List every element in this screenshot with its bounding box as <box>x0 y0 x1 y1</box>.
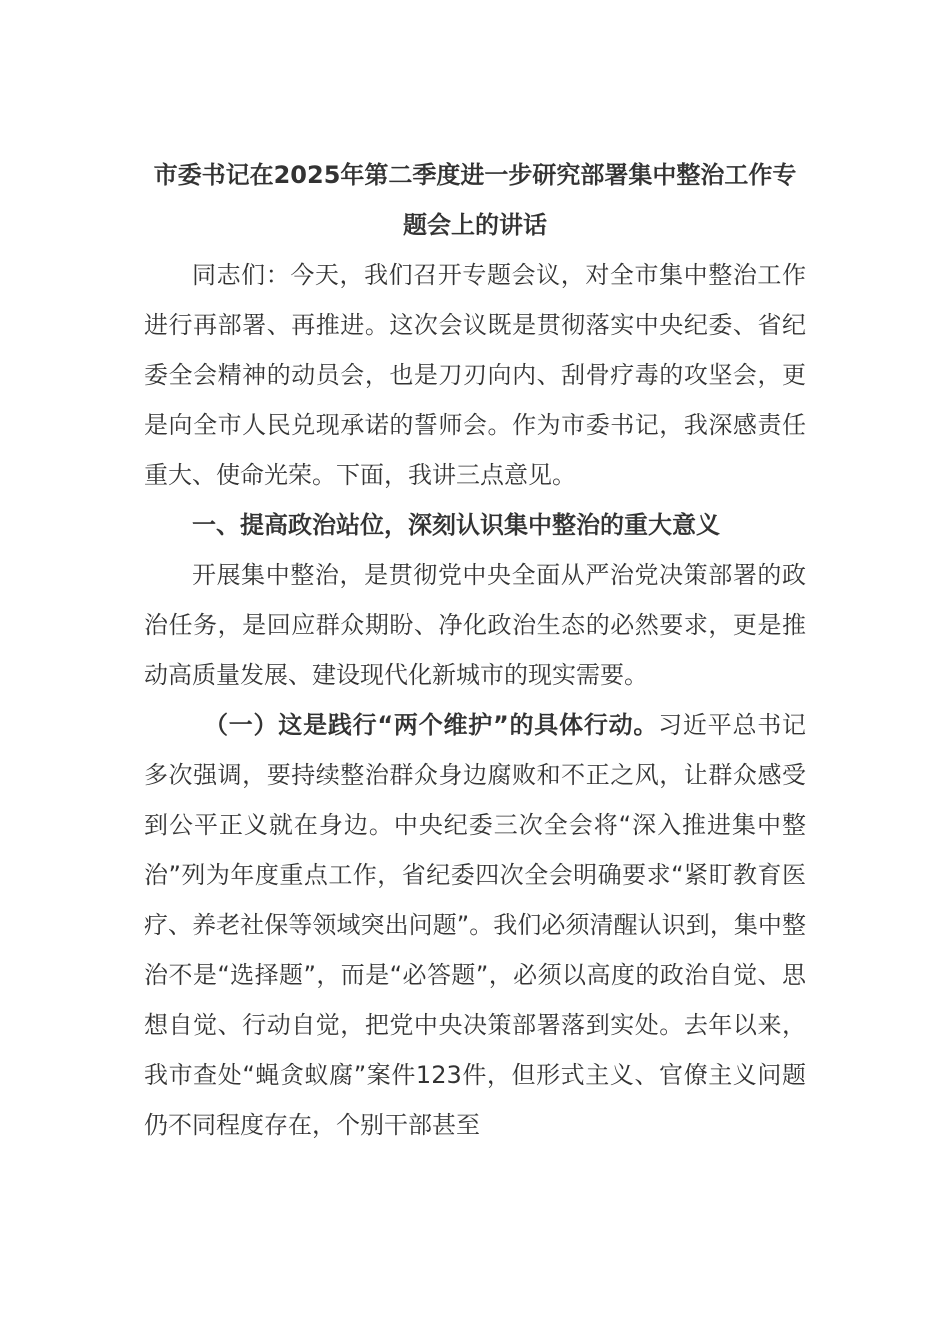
section-1-heading: 一、提高政治站位，深刻认识集中整治的重大意义 <box>192 511 720 539</box>
section-1-intro-paragraph: 开展集中整治，是贯彻党中央全面从严治党决策部署的政治任务，是回应群众期盼、净化政治生态的必然要求，更是推动高质量发展、建设现代化新城市的现实需要。 <box>144 561 806 689</box>
document-body <box>144 150 806 1150</box>
point-1-paragraph <box>144 700 806 1150</box>
point-1-body: 习近平总书记多次强调，要持续整治群众身边腐败和不正之风，让群众感受到公平正义就在身边。中央纪委三次全会将“深入推进集中整治”列为年度重点工作，省纪委四次全会明确要求“紧盯教育医疗、养老社保等领域突出问题”。我们必须清醒认识到，集中整治不是“选择题”，而是“必答题”，必须以高度的政治自觉、思想自觉、行动自觉，把党中央决策部署落到实处。去年以来，我市查处“蝇贪蚁腐”案件123件，但形式主义、官僚主义问题仍不同程度存在，个别干部甚至 <box>144 711 807 1139</box>
opening-paragraph: 同志们：今天，我们召开专题会议，对全市集中整治工作进行再部署、再推进。这次会议既是贯彻落实中央纪委、省纪委全会精神的动员会，也是刀刃向内、刮骨疗毒的攻坚会，更是向全市人民兑现承诺的誓师会。作为市委书记，我深感责任重大、使命光荣。下面，我讲三点意见。 <box>144 261 806 489</box>
document-title: 市委书记在2025年第二季度进一步研究部署集中整治工作专题会上的讲话 <box>153 161 797 239</box>
point-1-lead: （一）这是践行“两个维护”的具体行动。 <box>204 711 659 739</box>
